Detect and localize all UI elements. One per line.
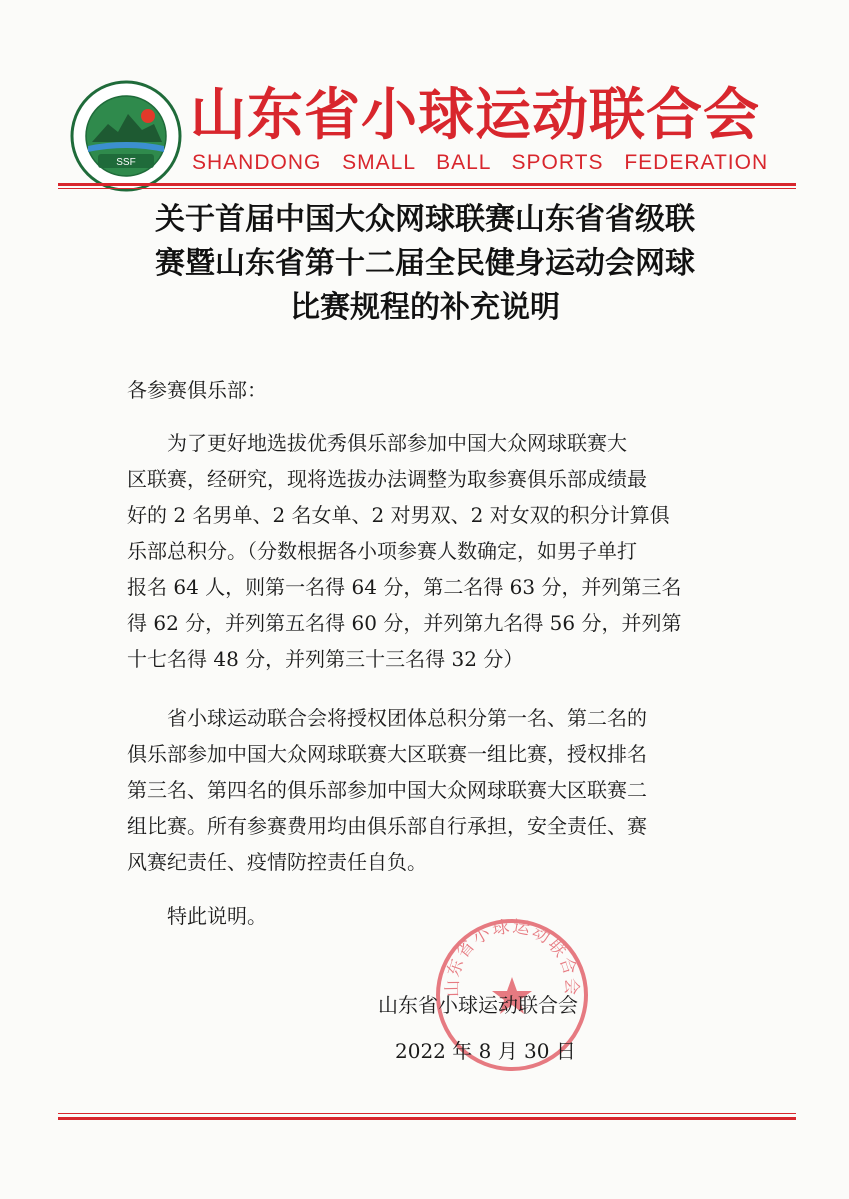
- document-title: [110, 198, 740, 330]
- seal-text: 山东省小球运动联合会: [442, 916, 582, 998]
- footer-divider-thin: [58, 1113, 796, 1114]
- letterhead-org-name-cn: 山东省小球运动联合会: [190, 82, 760, 148]
- title-line: 赛暨山东省第十二届全民健身运动会网球: [155, 246, 695, 281]
- letterhead-org-name-en: SHANDONG SMALL BALL SPORTS FEDERATION: [192, 151, 769, 174]
- title-line: 关于首届中国大众网球联赛山东省省级联: [155, 202, 695, 237]
- paragraph-selection-method: [127, 425, 727, 677]
- footer-divider-thick: [58, 1117, 796, 1120]
- paragraph-line: 省小球运动联合会将授权团体总积分第一名、第二名的: [127, 706, 647, 730]
- paragraph-line: 乐部总积分。（分数根据各小项参赛人数确定，如男子单打: [127, 539, 637, 563]
- closing-line: 特此说明。: [127, 904, 267, 928]
- salutation: 各参赛俱乐部：: [127, 378, 267, 402]
- paragraph-line: 区联赛，经研究，现将选拔办法调整为取参赛俱乐部成绩最: [127, 467, 647, 491]
- letterhead-divider-thick: [58, 183, 796, 186]
- paragraph-line: 得 62 分，并列第五名得 60 分，并列第九名得 56 分，并列第: [127, 611, 682, 635]
- paragraph-line: 俱乐部参加中国大众网球联赛大区联赛一组比赛，授权排名: [127, 742, 647, 766]
- signature-date: 2022 年 8 月 30 日: [395, 1039, 576, 1063]
- paragraph-line: 好的 2 名男单、2 名女单、2 对男双、2 对女双的积分计算俱: [127, 503, 670, 527]
- logo-abbr: SSF: [116, 157, 136, 168]
- paragraph-line: 组比赛。所有参赛费用均由俱乐部自行承担，安全责任、赛: [127, 814, 647, 838]
- title-line: 比赛规程的补充说明: [290, 290, 560, 325]
- paragraph-line: 第三名、第四名的俱乐部参加中国大众网球联赛大区联赛二: [127, 778, 647, 802]
- paragraph-line: 报名 64 人，则第一名得 64 分，第二名得 63 分，并列第三名: [127, 575, 682, 599]
- paragraph-line: 为了更好地选拔优秀俱乐部参加中国大众网球联赛大: [127, 431, 627, 455]
- federation-logo-icon: [70, 80, 182, 192]
- letterhead-divider-thin: [58, 188, 796, 189]
- paragraph-line: 风赛纪责任、疫情防控责任自负。: [127, 850, 427, 874]
- paragraph-authorization: [127, 700, 727, 880]
- signature-organization: 山东省小球运动联合会: [378, 993, 578, 1017]
- paragraph-closing: [127, 898, 727, 934]
- paragraph-line: 十七名得 48 分，并列第三十三名得 32 分）: [127, 647, 524, 671]
